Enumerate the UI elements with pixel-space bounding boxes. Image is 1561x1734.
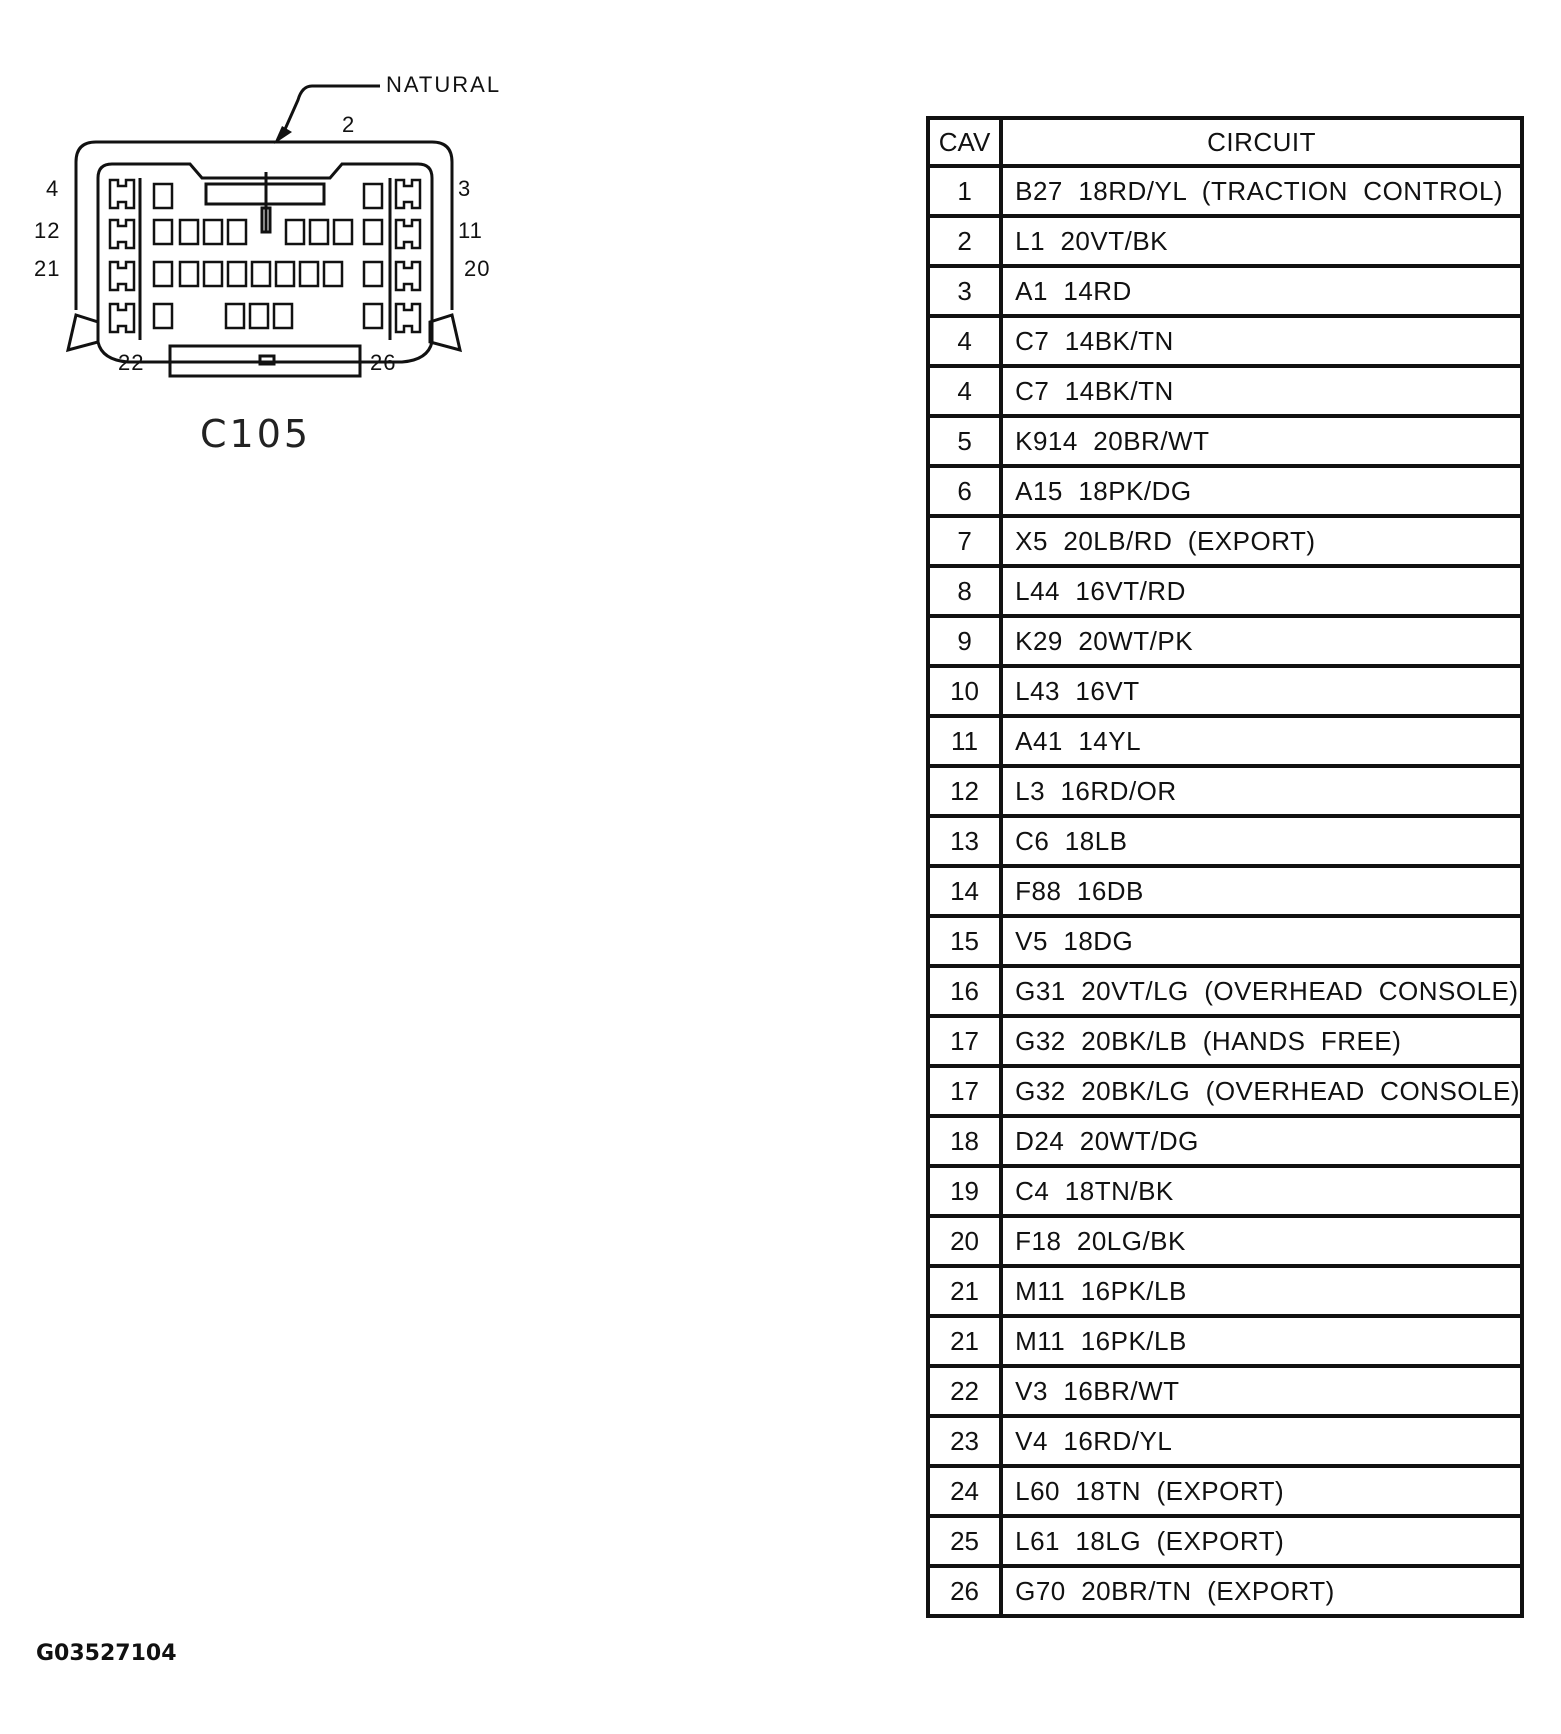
circuit-cell: L61 18LG (EXPORT) [1001, 1516, 1522, 1566]
circuit-cell: F18 20LG/BK [1001, 1216, 1522, 1266]
cav-cell: 15 [928, 916, 1001, 966]
cav-cell: 26 [928, 1566, 1001, 1616]
table-row [928, 616, 1522, 666]
cav-cell: 6 [928, 466, 1001, 516]
pin-label-26: 26 [370, 350, 397, 375]
cav-cell: 10 [928, 666, 1001, 716]
table-row [928, 266, 1522, 316]
circuit-cell: L3 16RD/OR [1001, 766, 1522, 816]
figure-id: G03527104 [36, 1641, 177, 1666]
circuit-cell: M11 16PK/LB [1001, 1316, 1522, 1366]
table-row [928, 366, 1522, 416]
table-row [928, 1216, 1522, 1266]
circuit-cell: A1 14RD [1001, 266, 1522, 316]
circuit-cell: L60 18TN (EXPORT) [1001, 1466, 1522, 1516]
header-circuit: CIRCUIT [1001, 118, 1522, 166]
cav-cell: 1 [928, 166, 1001, 216]
pin-label-4: 4 [46, 176, 60, 201]
table-row [928, 1066, 1522, 1116]
table-row [928, 316, 1522, 366]
table-row [928, 1516, 1522, 1566]
cav-cell: 22 [928, 1366, 1001, 1416]
table-body [928, 166, 1522, 1616]
cav-cell: 12 [928, 766, 1001, 816]
circuit-cell: L44 16VT/RD [1001, 566, 1522, 616]
cav-cell: 16 [928, 966, 1001, 1016]
cav-cell: 17 [928, 1066, 1001, 1116]
cav-cell: 13 [928, 816, 1001, 866]
table-row [928, 1416, 1522, 1466]
connector-name: C105 [200, 412, 312, 456]
circuit-cell: F88 16DB [1001, 866, 1522, 916]
cav-cell: 2 [928, 216, 1001, 266]
cav-cell: 25 [928, 1516, 1001, 1566]
circuit-cell: C6 18LB [1001, 816, 1522, 866]
cav-cell: 21 [928, 1316, 1001, 1366]
table-row [928, 1116, 1522, 1166]
table-row [928, 566, 1522, 616]
circuit-cell: A41 14YL [1001, 716, 1522, 766]
circuit-cell: V3 16BR/WT [1001, 1366, 1522, 1416]
pin-label-11: 11 [458, 218, 483, 243]
circuit-cell: C7 14BK/TN [1001, 366, 1522, 416]
circuit-cell: V5 18DG [1001, 916, 1522, 966]
pin-label-22: 22 [118, 350, 145, 375]
pin-label-20: 20 [464, 256, 491, 281]
cav-cell: 17 [928, 1016, 1001, 1066]
table-row [928, 466, 1522, 516]
cav-cell: 20 [928, 1216, 1001, 1266]
pin-label-3: 3 [458, 176, 472, 201]
cav-cell: 8 [928, 566, 1001, 616]
circuit-cell: L1 20VT/BK [1001, 216, 1522, 266]
circuit-cell: D24 20WT/DG [1001, 1116, 1522, 1166]
table-row [928, 1266, 1522, 1316]
table-row [928, 766, 1522, 816]
cav-cell: 7 [928, 516, 1001, 566]
circuit-cell: X5 20LB/RD (EXPORT) [1001, 516, 1522, 566]
pinout-table [926, 116, 1524, 1618]
cav-cell: 4 [928, 316, 1001, 366]
pin-label-2: 2 [342, 112, 356, 137]
circuit-cell: B27 18RD/YL (TRACTION CONTROL) [1001, 166, 1522, 216]
circuit-cell: C7 14BK/TN [1001, 316, 1522, 366]
table-row [928, 816, 1522, 866]
circuit-cell: K29 20WT/PK [1001, 616, 1522, 666]
table-row [928, 1166, 1522, 1216]
circuit-cell: G70 20BR/TN (EXPORT) [1001, 1566, 1522, 1616]
table-header-row [928, 118, 1522, 166]
cav-cell: 18 [928, 1116, 1001, 1166]
circuit-cell: K914 20BR/WT [1001, 416, 1522, 466]
table-row [928, 1316, 1522, 1366]
header-cav: CAV [928, 118, 1001, 166]
table-row [928, 866, 1522, 916]
cav-cell: 11 [928, 716, 1001, 766]
table-row [928, 416, 1522, 466]
circuit-cell: G32 20BK/LG (OVERHEAD CONSOLE) [1001, 1066, 1522, 1116]
table-row [928, 1466, 1522, 1516]
cav-cell: 4 [928, 366, 1001, 416]
table-row [928, 1566, 1522, 1616]
circuit-cell: G31 20VT/LG (OVERHEAD CONSOLE) [1001, 966, 1522, 1016]
table-row [928, 716, 1522, 766]
table-row [928, 916, 1522, 966]
table-row [928, 1016, 1522, 1066]
table-row [928, 666, 1522, 716]
circuit-cell: M11 16PK/LB [1001, 1266, 1522, 1316]
table-row [928, 966, 1522, 1016]
circuit-cell: C4 18TN/BK [1001, 1166, 1522, 1216]
connector-diagram [30, 60, 550, 480]
circuit-cell: V4 16RD/YL [1001, 1416, 1522, 1466]
circuit-cell: L43 16VT [1001, 666, 1522, 716]
pin-label-21: 21 [34, 256, 61, 281]
cav-cell: 5 [928, 416, 1001, 466]
cav-cell: 9 [928, 616, 1001, 666]
circuit-cell: G32 20BK/LB (HANDS FREE) [1001, 1016, 1522, 1066]
table-row [928, 166, 1522, 216]
circuit-cell: A15 18PK/DG [1001, 466, 1522, 516]
cav-cell: 23 [928, 1416, 1001, 1466]
table-row [928, 516, 1522, 566]
cav-cell: 14 [928, 866, 1001, 916]
cav-cell: 19 [928, 1166, 1001, 1216]
cav-cell: 24 [928, 1466, 1001, 1516]
table-row [928, 216, 1522, 266]
cav-cell: 3 [928, 266, 1001, 316]
table-row [928, 1366, 1522, 1416]
callout-natural-label: NATURAL [386, 72, 502, 97]
cav-cell: 21 [928, 1266, 1001, 1316]
pin-label-12: 12 [34, 218, 61, 243]
